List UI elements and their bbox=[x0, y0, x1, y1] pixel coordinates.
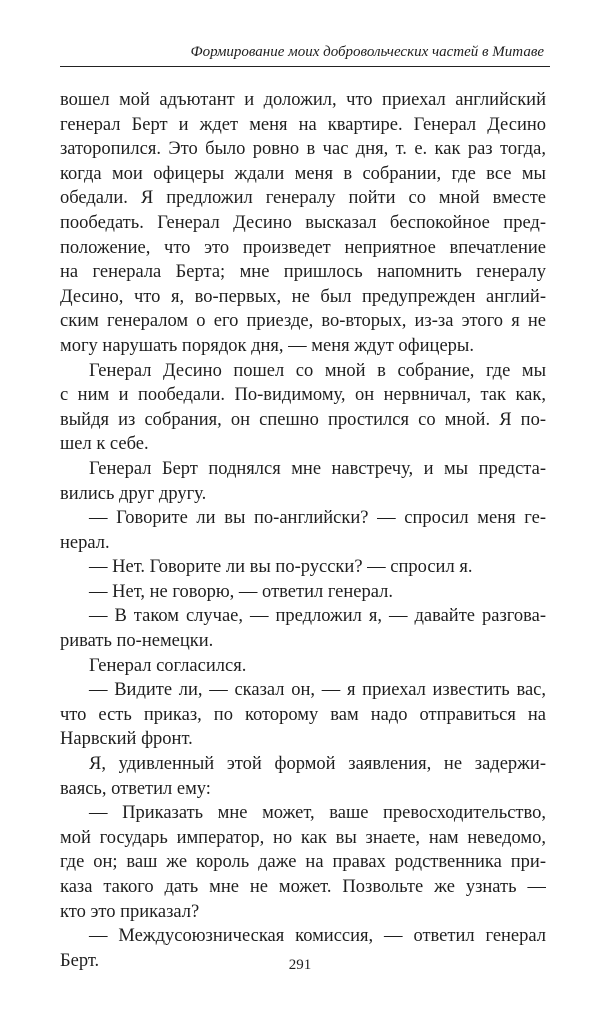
text-line: — Нет. Говорите ли вы по-русски? — спросил я. bbox=[89, 557, 473, 578]
text-line: Я, удивленный этой формой заявления, не задержи- bbox=[89, 754, 546, 775]
paragraph bbox=[60, 88, 546, 359]
text-line: где он; ваш же король даже на правах родственника при- bbox=[60, 852, 546, 873]
paragraph bbox=[60, 801, 546, 924]
text-line: нерал. bbox=[60, 532, 110, 553]
text-line: Генерал согласился. bbox=[89, 655, 247, 676]
text-line: Берт. bbox=[60, 950, 100, 971]
text-line: — Нет, не говорю, — ответил генерал. bbox=[89, 581, 393, 602]
text-line: — Междусоюзническая комиссия, — ответил генерал bbox=[89, 926, 546, 947]
text-line: Генерал Берт поднялся мне навстречу, и мы предста- bbox=[89, 458, 546, 479]
text-line: с ним и пообедали. По-видимому, он нервничал, так как, bbox=[60, 385, 546, 406]
paragraph bbox=[60, 654, 546, 679]
text-line: каза такого дать мне не может. Позвольте же узнать — bbox=[60, 877, 546, 897]
text-line: когда мои офицеры ждали меня в собрании, где все мы bbox=[60, 163, 546, 184]
text-line: — Приказать мне может, ваше превосходительство, bbox=[89, 803, 546, 824]
text-line: мой государь император, но как вы знаете, нам неведомо, bbox=[60, 827, 546, 848]
text-line: что есть приказ, по которому вам надо отправиться на bbox=[60, 704, 546, 725]
paragraph bbox=[60, 678, 546, 752]
text-line: Генерал Десино пошел со мной в собрание, где мы bbox=[89, 360, 546, 381]
text-line: — В таком случае, — предложил я, — давайте разгова- bbox=[89, 606, 546, 627]
text-line: ваясь, ответил ему: bbox=[60, 778, 211, 799]
page-number: 291 bbox=[288, 957, 312, 973]
text-line: на генерала Берта; мне пришлось напомнить генералу bbox=[60, 262, 546, 283]
text-line: ривать по-немецки. bbox=[60, 631, 214, 652]
running-header: Формирование моих добровольческих частей в Митаве bbox=[190, 44, 544, 60]
paragraph bbox=[60, 506, 546, 555]
text-line: могу нарушать порядок дня, — меня ждут офицеры. bbox=[60, 335, 474, 356]
paragraph bbox=[60, 457, 546, 506]
text-line: положение, что это произведет неприятное впечатление bbox=[60, 237, 546, 258]
text-line: вились друг другу. bbox=[60, 483, 207, 504]
paragraph bbox=[60, 752, 546, 801]
text-line: — Говорите ли вы по-английски? — спросил меня ге- bbox=[89, 508, 546, 529]
text-line: — Видите ли, — сказал он, — я приехал известить вас, bbox=[89, 680, 546, 701]
text-line: пообедать. Генерал Десино высказал беспокойное пред- bbox=[60, 212, 546, 233]
text-line: Нарвский фронт. bbox=[60, 729, 193, 750]
paragraph bbox=[60, 555, 546, 580]
text-line: кто это приказал? bbox=[60, 901, 200, 922]
text-line: вошел мой адъютант и доложил, что приехал английский bbox=[60, 90, 546, 110]
body-text bbox=[60, 88, 546, 973]
header-rule bbox=[60, 66, 550, 67]
text-line: обедали. Я предложил генералу пойти со мной вместе bbox=[60, 188, 546, 209]
text-line: заторопился. Это было ровно в час дня, т. е. как раз тогда, bbox=[60, 139, 546, 160]
text-line: ским генералом о его приезде, во-вторых, из-за этого я не bbox=[60, 311, 546, 332]
text-line: генерал Берт и ждет меня на квартире. Генерал Десино bbox=[60, 114, 546, 135]
text-line: выйдя из собрания, он спешно простился со мной. Я по- bbox=[60, 409, 546, 430]
paragraph bbox=[60, 580, 546, 605]
paragraph bbox=[60, 359, 546, 457]
text-line: Десино, что я, во-первых, не был предупрежден англий- bbox=[60, 286, 546, 307]
text-line: шел к себе. bbox=[60, 434, 149, 455]
paragraph bbox=[60, 604, 546, 653]
